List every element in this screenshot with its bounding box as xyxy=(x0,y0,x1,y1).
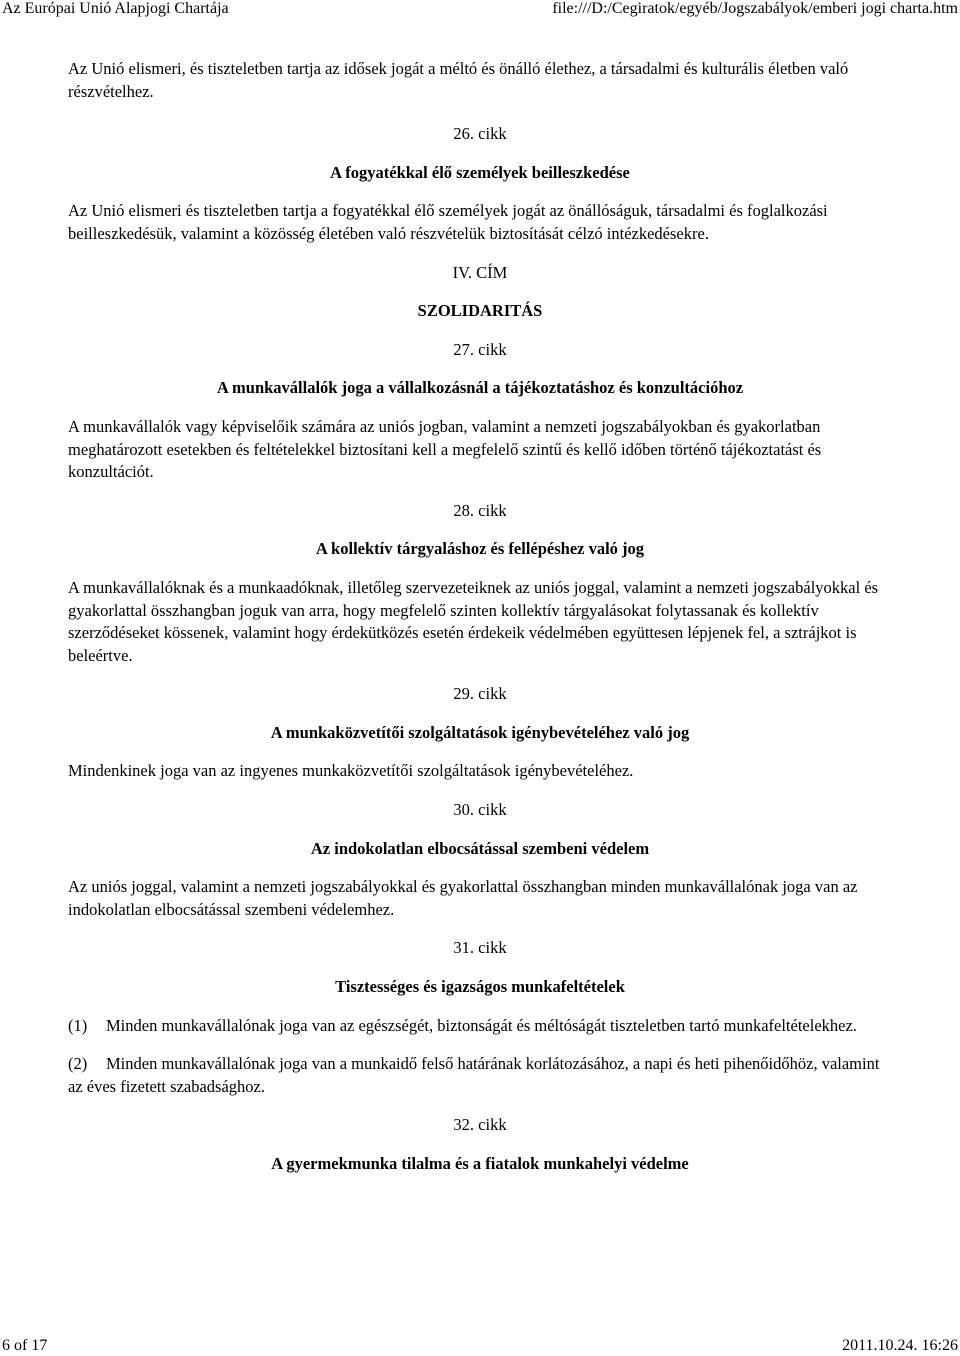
article-27-text: A munkavállalók vagy képviselőik számára az uniós jogban, valamint a nemzeti jogszabályokban és gyakorlatban meghatározott esetekben és feltételekkel biztosítani kell a megfelelő szintű és kellő időben történő tájékoztatást és konzultációt. xyxy=(68,416,822,482)
article-30-text: Az uniós joggal, valamint a nemzeti jogszabályokkal és gyakorlattal összhangban minden munkavállalónak joga van az indokolatlan elbocsátással szembeni védelemhez. xyxy=(68,877,858,919)
footer-timestamp: 2011.10.24. 16:26 xyxy=(842,1337,958,1354)
article-32-number: 32. cikk xyxy=(453,1115,507,1135)
document-body xyxy=(68,58,892,1176)
article-30-number: 30. cikk xyxy=(453,800,507,820)
header-file-path: file:///D:/Cegiratok/egyéb/Jogszabályok/emberi jogi charta.htm xyxy=(552,0,958,17)
paragraph-2-text: Minden munkavállalónak joga van a munkaidő felső határának korlátozásához, a napi és heti pihenőidőhöz, valamint az éves fizetett szabadsághoz. xyxy=(68,1054,880,1096)
article-28-number: 28. cikk xyxy=(453,500,507,520)
article-29-number: 29. cikk xyxy=(453,684,507,704)
article-26-number: 26. cikk xyxy=(453,124,507,144)
article-30-title: Az indokolatlan elbocsátással szembeni védelem xyxy=(310,838,650,858)
chapter-title: SZOLIDARITÁS xyxy=(417,301,543,321)
paragraph-2-number: (2) xyxy=(68,1054,88,1074)
article-27-number: 27. cikk xyxy=(453,339,507,359)
article-27-title: A munkavállalók joga a vállalkozásnál a tájékoztatáshoz és konzultációhoz xyxy=(216,378,744,398)
article-29-title: A munkaközvetítői szolgáltatások igénybevételéhez való jog xyxy=(270,722,690,742)
footer-page-number: 6 of 17 xyxy=(2,1337,48,1354)
article-31-title: Tisztességes és igazságos munkafeltételek xyxy=(335,977,625,997)
article-28-text: A munkavállalóknak és a munkaadóknak, illetőleg szervezeteiknek az uniós joggal, valamint a nemzeti jogszabályokkal és gyakorlattal összhangban joguk van arra, hogy megfelelő szinten kollektív tárgyalásokat folytassanak és kollektív szerződéseket kössenek, valamint hogy érdekütközés esetén érdekeik védelmében együttesen lépjenek fel, a sztrájkot is beleértve. xyxy=(68,577,879,665)
chapter-number: IV. CÍM xyxy=(452,262,508,282)
article-29-text: Mindenkinek joga van az ingyenes munkaközvetítői szolgáltatások igénybevételéhez. xyxy=(68,761,634,781)
article-31-paragraph-2 xyxy=(68,1053,892,1098)
article-26-title: A fogyatékkal élő személyek beilleszkedése xyxy=(330,162,630,182)
paragraph-1-number: (1) xyxy=(68,1015,88,1035)
article-26-text: Az Unió elismeri és tiszteletben tartja a fogyatékkal élő személyek jogát az önállóságuk, társadalmi és foglalkozási beilleszkedésük, valamint a közösség életében való részvételük biztosítását célzó intézkedésekre. xyxy=(68,201,828,243)
article-31-number: 31. cikk xyxy=(453,938,507,958)
header-title: Az Európai Unió Alapjogi Chartája xyxy=(2,0,229,17)
article-28-title: A kollektív tárgyaláshoz és fellépéshez való jog xyxy=(315,539,645,559)
paragraph-1-text: Minden munkavállalónak joga van az egészségét, biztonságát és méltóságát tiszteletben tartó munkafeltételekhez. xyxy=(106,1015,857,1035)
article-31-paragraph-1 xyxy=(68,1015,892,1038)
article-32-title: A gyermekmunka tilalma és a fiatalok munkahelyi védelme xyxy=(271,1154,689,1173)
intro-paragraph: Az Unió elismeri, és tiszteletben tartja az idősek jogát a méltó és önálló élethez, a társadalmi és kulturális életben való részvételhez. xyxy=(68,59,849,101)
